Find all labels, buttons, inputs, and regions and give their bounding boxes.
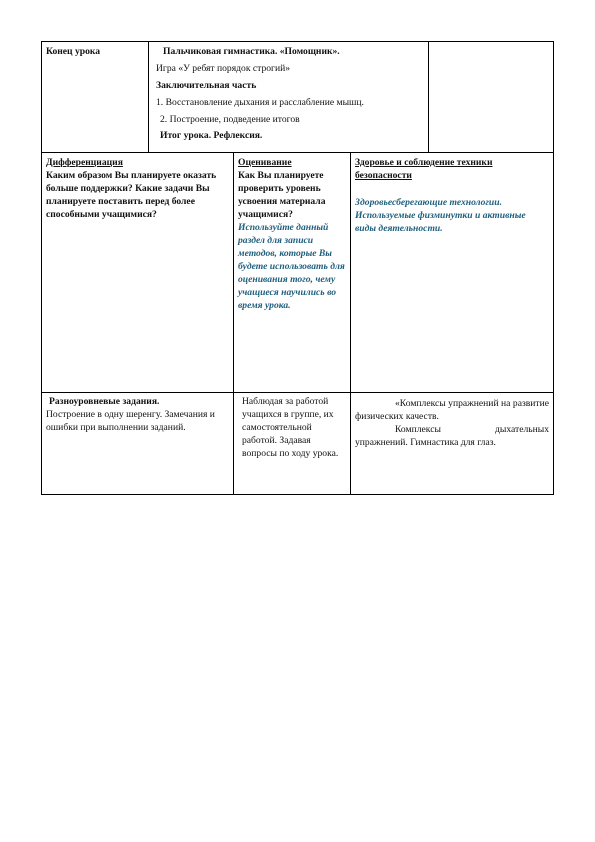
breathing-recovery-line: 1. Восстановление дыхания и расслабление мышц. bbox=[156, 97, 364, 108]
observation-text: Наблюдая за работой учащихся в группе, их самостоятельной работой. Задавая вопросы по ходу урока. bbox=[242, 396, 339, 459]
multilevel-tasks-text: Построение в одну шеренгу. Замечания и ошибки при выполнении заданий. bbox=[46, 409, 215, 433]
multilevel-tasks-title: Разноуровневые задания. bbox=[49, 396, 160, 407]
differentiation-heading: Дифференциация bbox=[46, 157, 123, 168]
assessment-heading: Оценивание bbox=[238, 157, 292, 168]
final-part-line: Заключительная часть bbox=[156, 80, 257, 91]
lesson-end-label-cell bbox=[42, 42, 149, 153]
breathing-exercises-text: Комплексы дыхательных упражнений. Гимнастика для глаз. bbox=[355, 424, 549, 448]
reflection-line: Итог урока. Рефлексия. bbox=[160, 130, 263, 141]
assessment-question: Как Вы планируете проверить уровень усвоения материала учащимися? bbox=[238, 170, 326, 220]
exercise-complexes-cell bbox=[351, 393, 554, 495]
health-safety-hint: Здоровьесберегающие технологии. Используемые физминутки и активные виды деятельности. bbox=[355, 197, 526, 234]
lesson-end-content-cell bbox=[149, 42, 429, 153]
lesson-end-empty-cell bbox=[429, 42, 554, 153]
lesson-end-table bbox=[41, 41, 554, 153]
assessment-cell bbox=[234, 153, 351, 393]
assessment-hint: Используйте данный раздел для записи методов, которые Вы будете использовать для оценивания того, чему учащиеся научились во время урока. bbox=[238, 222, 345, 311]
differentiation-questions: Каким образом Вы планируете оказать больше поддержки? Какие задачи Вы планируете поставить перед более способными учащимися? bbox=[46, 170, 217, 220]
multilevel-tasks-cell bbox=[42, 393, 234, 495]
physical-qualities-text: «Комплексы упражнений на развитие физических качеств. bbox=[355, 398, 549, 422]
health-safety-heading: Здоровье и соблюдение техники безопасности bbox=[355, 157, 493, 181]
lesson-plan-table bbox=[41, 152, 554, 495]
differentiation-cell bbox=[42, 153, 234, 393]
observation-cell bbox=[234, 393, 351, 495]
health-safety-cell bbox=[351, 153, 554, 393]
lineup-summary-line: 2. Построение, подведение итогов bbox=[160, 114, 300, 125]
game-line: Игра «У ребят порядок строгий» bbox=[156, 63, 291, 74]
lesson-end-label: Конец урока bbox=[46, 46, 101, 57]
finger-gymnastics-line: Пальчиковая гимнастика. «Помощник». bbox=[163, 46, 340, 57]
